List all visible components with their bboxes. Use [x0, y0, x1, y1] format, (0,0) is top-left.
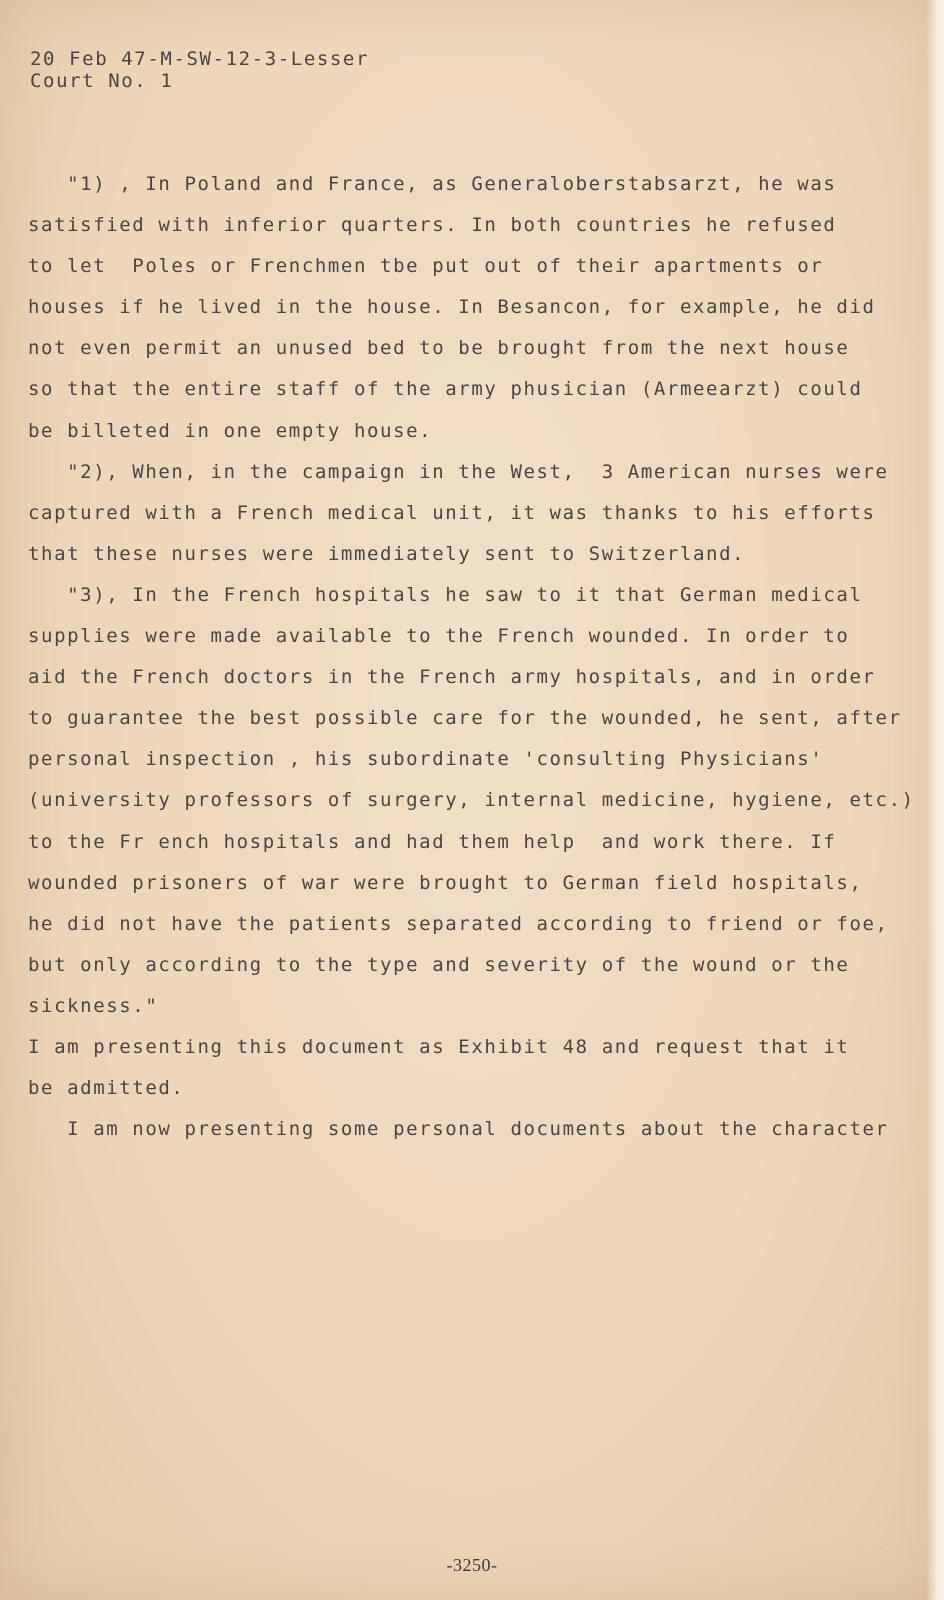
header-court: Court No. 1: [30, 70, 174, 92]
text-line: he did not have the patients separated according to friend or foe,: [28, 912, 889, 935]
text-line: so that the entire staff of the army phusician (Armeearzt) could: [28, 378, 863, 401]
text-line: captured with a French medical unit, it was thanks to his efforts: [28, 501, 876, 524]
page-number: -3250-: [446, 1555, 498, 1575]
text-line: houses if he lived in the house. In Besancon, for example, he did: [28, 296, 876, 319]
text-line: satisfied with inferior quarters. In both countries he refused: [28, 214, 837, 237]
text-line: to the Fr ench hospitals and had them help and work there. If: [28, 830, 837, 853]
text-line: I am now presenting some personal documents about the character: [28, 1118, 889, 1141]
text-line: sickness.": [28, 994, 159, 1017]
document-header: [30, 48, 369, 92]
document-body: [28, 170, 915, 1156]
text-line: I am presenting this document as Exhibit 48 and request that it: [28, 1035, 850, 1058]
text-line: that these nurses were immediately sent to Switzerland.: [28, 542, 746, 565]
text-line: to let Poles or Frenchmen tbe put out of their apartments or: [28, 255, 824, 278]
text-line: supplies were made available to the French wounded. In order to: [28, 625, 850, 648]
text-line: not even permit an unused bed to be brought from the next house: [28, 337, 850, 360]
page-edge: [926, 0, 944, 1600]
header-reference: 20 Feb 47-M-SW-12-3-Lesser: [30, 48, 370, 70]
text-line: but only according to the type and severity of the wound or the: [28, 953, 850, 976]
text-line: be billeted in one empty house.: [28, 419, 433, 442]
text-line: aid the French doctors in the French army hospitals, and in order: [28, 666, 876, 689]
text-line: personal inspection , his subordinate 'consulting Physicians': [28, 748, 824, 771]
text-line: "1) , In Poland and France, as Generaloberstabsarzt, he was: [28, 173, 837, 195]
text-line: (university professors of surgery, internal medicine, hygiene, etc.): [28, 789, 915, 812]
text-line: to guarantee the best possible care for the wounded, he sent, after: [28, 707, 902, 730]
text-line: wounded prisoners of war were brought to German field hospitals,: [28, 871, 863, 894]
text-line: be admitted.: [28, 1077, 185, 1100]
text-line: "3), In the French hospitals he saw to it that German medical: [28, 583, 863, 606]
text-line: "2), When, in the campaign in the West, 3 American nurses were: [28, 460, 889, 483]
